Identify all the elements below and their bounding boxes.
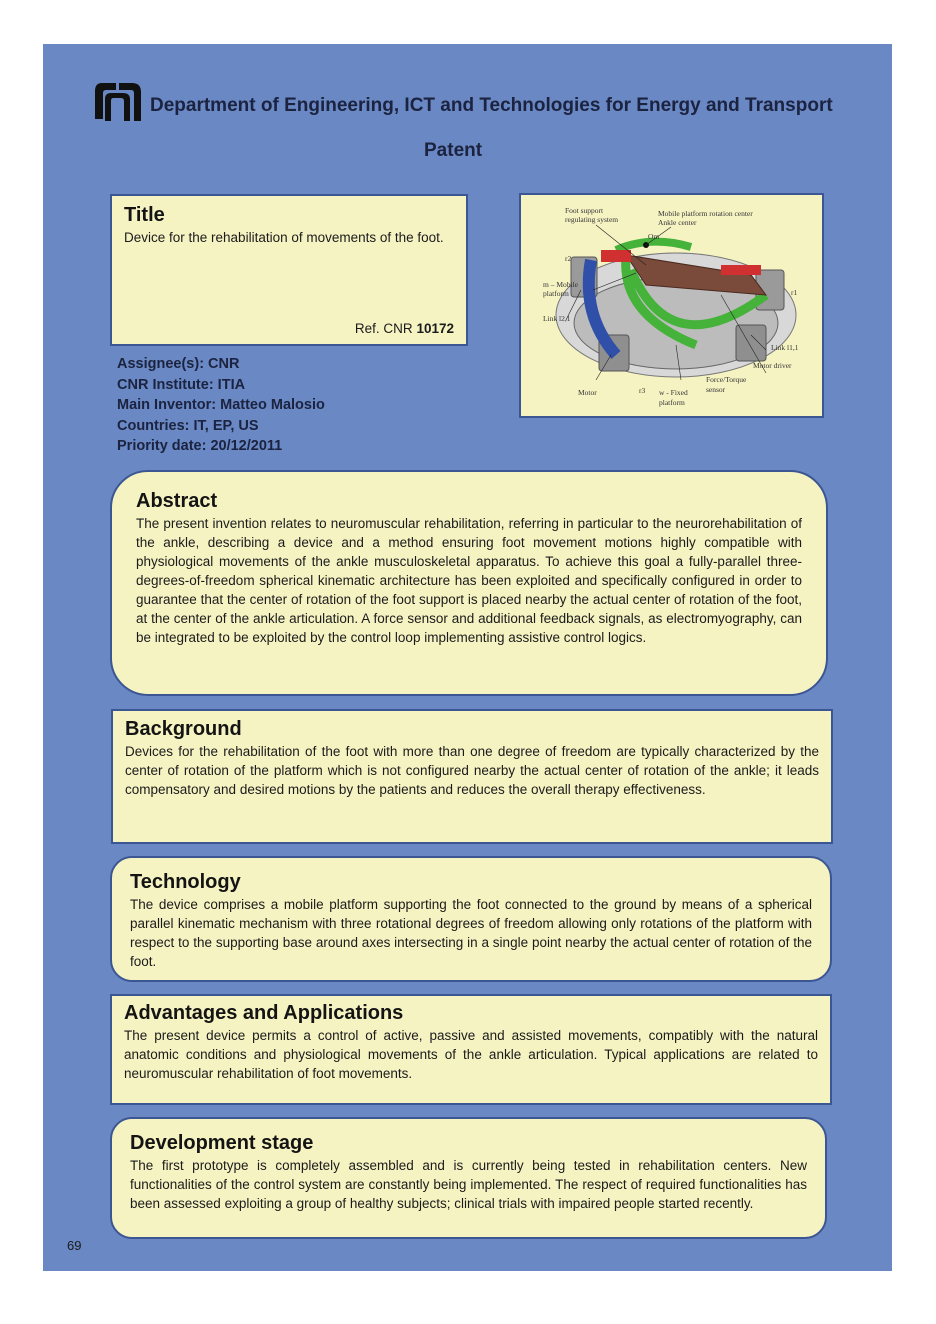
development-text: The first prototype is completely assembled and is currently being tested in rehabilitation centers. New functionalities of the control system are constantly being implemented. The respect of required functionalities has been assessed exploiting a group of healthy subjects; clinical trials with impaired people started recently. (130, 1158, 807, 1211)
label-fixed-platform: platform (659, 398, 685, 407)
label-foot-support: Foot support (565, 206, 604, 215)
label-m-mobile: m – Mobile (543, 280, 578, 289)
label-link-l2: Link l2,1 (543, 314, 571, 323)
patent-metadata (117, 354, 325, 457)
abstract-heading: Abstract (136, 490, 218, 512)
label-r3: r3 (639, 386, 646, 395)
section-title: Patent (424, 140, 483, 161)
advantages-text: The present device permits a control of active, passive and assisted movements, compatibly with the natural anatomic conditions and physiological movements of the ankle articulation. Typical applications are related to neuromuscular rehabilitation of foot movements. (124, 1028, 818, 1081)
institute: CNR Institute: ITIA (117, 376, 246, 393)
title-text: Device for the rehabilitation of movements of the foot. (124, 230, 444, 245)
device-diagram (521, 195, 822, 416)
development-box (110, 1117, 827, 1239)
title-box (110, 194, 468, 346)
inventor: Main Inventor: Matteo Malosio (117, 397, 325, 414)
technology-heading: Technology (130, 871, 241, 893)
advantages-heading: Advantages and Applications (124, 1002, 404, 1024)
label-r2: r2 (565, 254, 572, 263)
ref-label: Ref. CNR (354, 321, 413, 336)
reference (355, 321, 454, 336)
ref-number: 10172 (416, 321, 454, 336)
label-regulating: regulating system (565, 215, 619, 224)
department-title: Department of Engineering, ICT and Technologies for Energy and Transport (150, 95, 833, 116)
advantages-box (110, 994, 832, 1105)
label-motor-driver: Motor driver (753, 361, 792, 370)
background-heading: Background (125, 718, 242, 740)
background-text: Devices for the rehabilitation of the foot with more than one degree of freedom are typically characterized by the center of rotation of the platform which is not configured nearby the actual center of rotation of the ankle; it leads compensatory and desired motions by the patients and reduces the overall therapy effectiveness. (125, 744, 819, 797)
abstract-text: The present invention relates to neuromuscular rehabilitation, referring in particular to the neurorehabilitation of the ankle, describing a device and a method ensuring foot movement motions highly compatible with physiological movements of the ankle musculoskeletal apparatus. To achieve this goal a fully-parallel three-degrees-of-freedom spherical kinematic architecture has been exploited and specifically configured in order to guarantee that the center of rotation of the foot support is placed nearby the actual center of rotation of the foot, at the center of the ankle articulation. A force sensor and additional feedback signals, as electromyography, can be integrated to be exploited by the control loop implementing assistive control logics. (136, 516, 802, 645)
priority-date: Priority date: 20/12/2011 (117, 438, 283, 455)
assignee: Assignee(s): CNR (117, 356, 240, 372)
abstract-box (110, 470, 828, 696)
label-mobile-center: Mobile platform rotation center (658, 209, 753, 218)
label-om: Om (648, 232, 660, 241)
label-ankle-center: Ankle center (658, 218, 697, 227)
label-link-l1: Link l1,1 (771, 343, 799, 352)
label-platform: platform (543, 289, 569, 298)
label-force-torque: Force/Torque (706, 375, 747, 384)
title-heading: Title (124, 204, 165, 226)
background-box (111, 709, 833, 844)
development-heading: Development stage (130, 1132, 314, 1154)
label-motor: Motor (578, 388, 597, 397)
countries: Countries: IT, EP, US (117, 417, 259, 434)
label-r1: r1 (791, 288, 798, 297)
device-figure (519, 193, 824, 418)
technology-box (110, 856, 832, 982)
label-w-fixed: w - Fixed (659, 388, 688, 397)
page-number: 69 (67, 1238, 82, 1253)
technology-text: The device comprises a mobile platform supporting the foot connected to the ground by means of a spherical parallel kinematic mechanism with three rotational degrees of freedom allowing only rotations of the platform with respect to the supporting base around axes intersecting in a single point nearby the actual center of rotation of the foot. (130, 897, 812, 969)
label-sensor: sensor (706, 385, 726, 394)
cnr-logo (92, 79, 144, 125)
